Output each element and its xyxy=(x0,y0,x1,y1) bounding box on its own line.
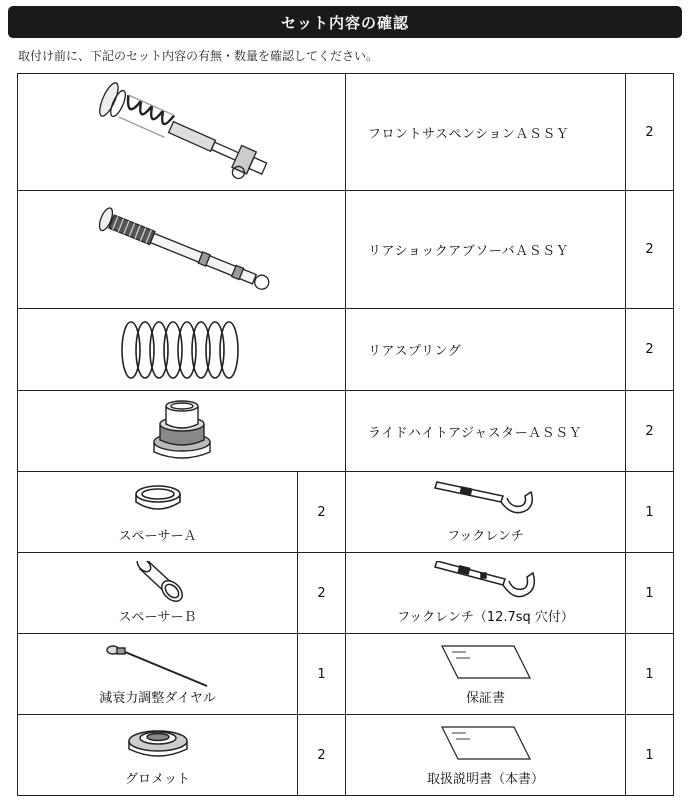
item-name-cell: フロントサスペンションＡＳＳＹ xyxy=(346,74,626,191)
item-qty-cell: 2 xyxy=(626,309,674,391)
table-row xyxy=(18,553,674,634)
item-qty-cell: 1 xyxy=(298,634,346,715)
illustration-cell xyxy=(18,309,346,391)
item-name-cell: リアスプリング xyxy=(346,309,626,391)
item-qty-cell: 2 xyxy=(626,74,674,191)
front-suspension-assy-icon xyxy=(82,82,282,182)
item-qty-cell: 1 xyxy=(626,472,674,553)
illustration-cell xyxy=(18,553,298,634)
item-qty-cell: 2 xyxy=(298,715,346,796)
grommet-icon xyxy=(123,723,193,763)
spacer-a-icon xyxy=(128,480,188,516)
illustration-cell xyxy=(18,715,298,796)
instruction-text: 取付け前に、下記のセット内容の有無・数量を確認してください。 xyxy=(18,49,379,63)
item-name: フックレンチ xyxy=(447,529,524,544)
table-row xyxy=(18,472,674,553)
illustration-cell xyxy=(18,391,346,472)
item-name: 減衰力調整ダイヤル xyxy=(99,691,216,706)
table-row xyxy=(18,715,674,796)
item-name: 保証書 xyxy=(465,691,505,706)
page-title-bar xyxy=(8,6,682,38)
table-row xyxy=(18,634,674,715)
item-name: フックレンチ（12.7sq 穴付） xyxy=(397,610,574,625)
page-title: セット内容の確認 xyxy=(280,13,409,32)
item-name: グロメット xyxy=(124,772,190,787)
item-name: 取扱説明書（本書） xyxy=(426,772,544,787)
table-row xyxy=(18,74,674,191)
rear-shock-absorber-icon xyxy=(82,200,282,300)
ride-height-adjuster-icon xyxy=(142,396,222,466)
item-qty-cell: 2 xyxy=(298,553,346,634)
illustration-cell xyxy=(346,634,626,715)
damping-adjust-dial-icon xyxy=(103,642,213,690)
item-name: スペーサーＡ xyxy=(118,529,197,544)
item-qty-cell: 1 xyxy=(626,553,674,634)
item-name-cell: リアショックアブソーバＡＳＳＹ xyxy=(346,191,626,309)
manual-sheet-icon xyxy=(436,723,536,763)
table-row xyxy=(18,309,674,391)
illustration-cell xyxy=(346,472,626,553)
rear-spring-icon xyxy=(117,314,247,386)
item-qty-cell: 1 xyxy=(626,634,674,715)
item-name: スペーサーＢ xyxy=(118,610,197,625)
hook-wrench-square-hole-icon xyxy=(431,561,541,605)
illustration-cell xyxy=(18,472,298,553)
table-row xyxy=(18,391,674,472)
parts-table xyxy=(17,73,674,796)
table-row xyxy=(18,191,674,309)
illustration-cell xyxy=(18,634,298,715)
item-qty-cell: 2 xyxy=(298,472,346,553)
warranty-sheet-icon xyxy=(436,642,536,682)
item-qty-cell: 2 xyxy=(626,191,674,309)
illustration-cell xyxy=(346,553,626,634)
illustration-cell xyxy=(346,715,626,796)
illustration-cell xyxy=(18,191,346,309)
item-name-cell: ライドハイトアジャスターＡＳＳＹ xyxy=(346,391,626,472)
illustration-cell xyxy=(18,74,346,191)
item-qty-cell: 2 xyxy=(626,391,674,472)
hook-wrench-icon xyxy=(431,480,541,520)
item-qty-cell: 1 xyxy=(626,715,674,796)
